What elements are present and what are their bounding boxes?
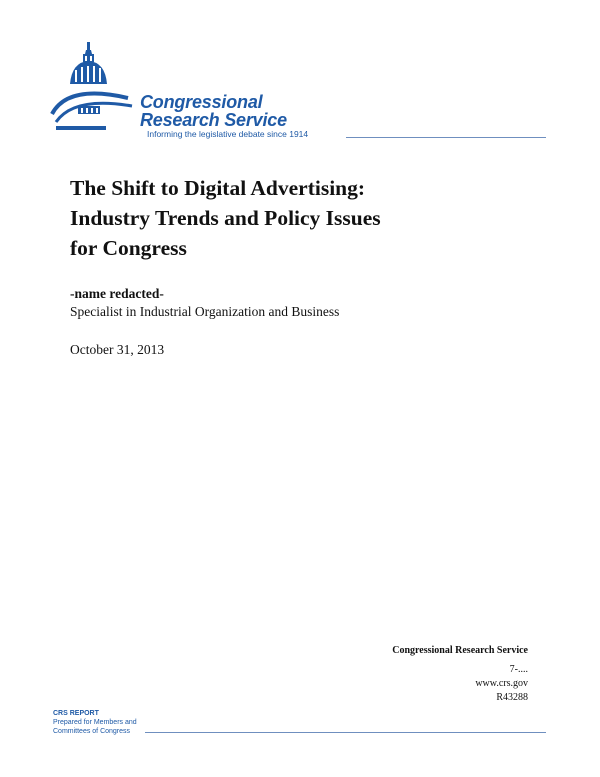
report-title bbox=[70, 173, 550, 263]
logo-name-line2: Research Service bbox=[140, 110, 287, 130]
footer-label bbox=[53, 709, 137, 736]
author-title: Specialist in Industrial Organization and Business bbox=[70, 304, 340, 319]
title-line-3: for Congress bbox=[70, 236, 187, 260]
crs-logo bbox=[48, 40, 568, 150]
contact-phone: 7-.... bbox=[509, 664, 528, 675]
author-name: -name redacted- bbox=[70, 286, 164, 301]
footer-line-3: Committees of Congress bbox=[53, 728, 131, 735]
title-line-1: The Shift to Digital Advertising: bbox=[70, 176, 366, 200]
footer-crs-report: CRS REPORT bbox=[53, 710, 99, 717]
contact-block bbox=[392, 644, 528, 705]
report-number: R43288 bbox=[496, 692, 528, 703]
footer-divider bbox=[145, 732, 546, 733]
title-line-2: Industry Trends and Policy Issues bbox=[70, 206, 381, 230]
contact-org: Congressional Research Service bbox=[392, 645, 528, 656]
logo-divider bbox=[346, 137, 546, 138]
logo-name-line1: Congressional bbox=[140, 92, 263, 112]
footer-line-2: Prepared for Members and bbox=[53, 719, 137, 726]
contact-website: www.crs.gov bbox=[475, 678, 528, 689]
report-date: October 31, 2013 bbox=[70, 342, 165, 357]
logo-tagline: Informing the legislative debate since 1914 bbox=[147, 129, 309, 139]
capitol-dome-icon bbox=[48, 40, 148, 140]
